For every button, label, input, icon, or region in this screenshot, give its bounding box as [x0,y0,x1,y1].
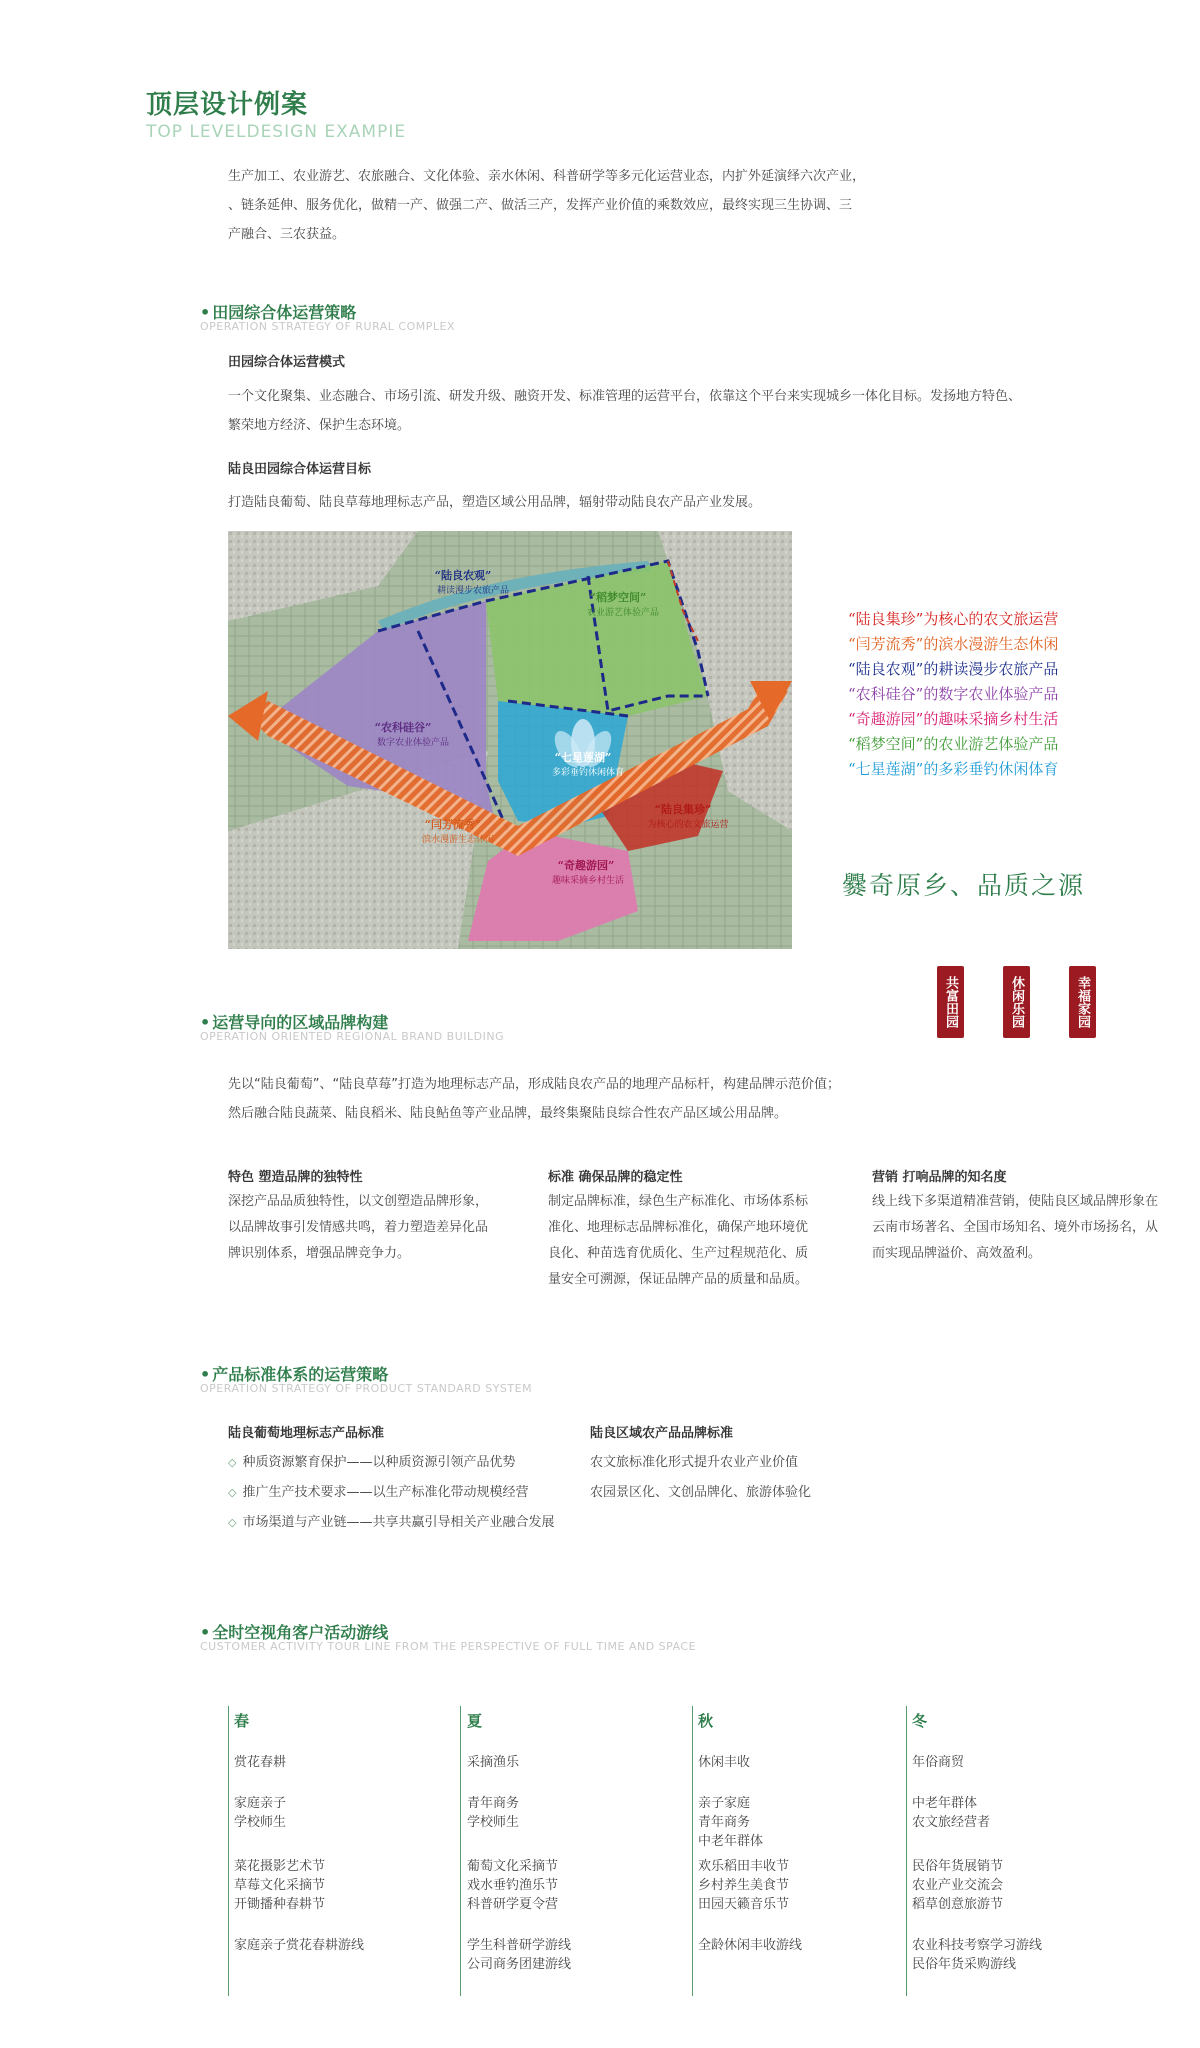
season-divider [228,1706,229,1996]
intro-line: 生产加工、农业游艺、农旅融合、文化体验、亲水休闲、科普研学等多元化运营业态，内扩外延演绎六次产业， [228,169,866,184]
legend-item-text: 的数字农业体验产品 [923,685,1059,703]
season-festivals [467,1857,687,1914]
list-item: 农文旅标准化形式提升农业产业价值 [590,1455,799,1470]
brand-col-line: 云南市场著名、全国市场知名、境外市场扬名，从 [872,1220,1159,1235]
page-subtitle: TOP LEVELDESIGN EXAMPIE [146,122,407,142]
brand-col-line: 准化、地理标志品牌标准化，确保产地环境优 [548,1220,809,1235]
season-theme: 休闲丰收 [698,1755,751,1770]
section-heading-text: 全时空视角客户活动游线 [212,1623,389,1642]
standard-right-list [590,1448,811,1508]
list-item: 农园景区化、文创品牌化、旅游体验化 [590,1485,812,1500]
season-route-item: 家庭亲子赏花春耕游线 [234,1938,365,1953]
intro-line: 产融合、三农获益。 [228,227,346,242]
legend-item-name: “陆良集珍” [848,610,924,628]
diamond-bullet-icon: ◇ [228,1516,237,1529]
season-audience-item: 中老年群体 [912,1796,978,1811]
section-heading-brand: • 运营导向的区域品牌构建 [200,1013,389,1032]
season-festivals [698,1857,918,1914]
seal-xingfu-jiayuan: 幸福家园 [1069,966,1096,1038]
goal-line: 打造陆良葡萄、陆良草莓地理标志产品，塑造区域公用品牌，辐射带动陆良农产品产业发展。 [228,495,762,510]
season-routes [234,1936,454,1955]
legend-item [848,632,1058,657]
seal-xiuxian-leyuan: 休闲乐园 [1003,966,1030,1038]
standard-left-list [228,1448,554,1538]
section-subheading: OPERATION ORIENTED REGIONAL BRAND BUILDING [200,1030,505,1043]
season-festival-item: 戏水垂钓渔乐节 [467,1878,559,1893]
map-legend [848,607,1058,782]
list-item [228,1478,554,1508]
legend-item-text: 为核心的农文旅运营 [923,610,1059,628]
season-route-item: 学生科普研学游线 [467,1938,572,1953]
planning-map-svg [228,531,792,949]
map-label-nongguan: “陆良农观” [434,569,492,582]
map-label-nongke: “农科硅谷” [374,721,432,734]
map-label-qiqu: “奇趣游园” [557,859,615,872]
legend-item-name: “奇趣游园” [848,710,924,728]
season-festival-item: 开锄播种春耕节 [234,1897,326,1912]
season-festival-item: 稻草创意旅游节 [912,1897,1004,1912]
season-festival-item: 田园天籁音乐节 [698,1897,790,1912]
brand-line: 然后融合陆良蔬菜、陆良稻米、陆良鲇鱼等产业品牌，最终集聚陆良综合性农产品区域公用品牌。 [228,1106,788,1121]
map-label-jizhen: “陆良集珍” [654,803,712,816]
list-item [228,1448,554,1478]
planning-map [228,531,792,949]
intro-line: 、链条延伸、服务优化，做精一产、做强二产、做活三产，发挥产业价值的乘数效应，最终实现三生协调、三 [228,198,853,213]
season-festival-item: 菜花摄影艺术节 [234,1859,326,1874]
season-column-autumn [698,1710,918,1955]
map-label-qixing: “七星莲湖” [554,751,612,764]
brand-col-line: 制定品牌标准，绿色生产标准化、市场体系标 [548,1194,809,1209]
season-audience-item: 学校师生 [467,1815,520,1830]
season-theme: 赏花春耕 [234,1755,287,1770]
season-festival-item: 民俗年货展销节 [912,1859,1004,1874]
season-audience-item: 青年商务 [698,1815,751,1830]
season-title: 秋 [698,1712,714,1730]
season-audience [234,1794,454,1832]
map-label-liuxiu: “闫芳流秀” [424,818,482,831]
season-festival-item: 欢乐稻田丰收节 [698,1859,790,1874]
section-subheading: OPERATION STRATEGY OF PRODUCT STANDARD SYSTEM [200,1382,533,1395]
brand-col-line: 量安全可溯源，保证品牌产品的质量和品质。 [548,1272,809,1287]
legend-item-name: “七星莲湖” [848,760,924,778]
season-audience-item: 学校师生 [234,1815,287,1830]
list-item-text: 推广生产技术要求——以生产标准化带动规模经营 [242,1485,529,1500]
season-theme: 采摘渔乐 [467,1755,520,1770]
legend-item-text: 的多彩垂钓休闲体育 [923,760,1059,778]
season-audience [467,1794,687,1832]
brand-col-line: 深挖产品品质独特性，以文创塑造品牌形象， [228,1194,489,1209]
list-item-text: 种质资源繁育保护——以种质资源引领产品优势 [242,1455,516,1470]
brand-col-line: 线上线下多渠道精准营销，使陆良区域品牌形象在 [872,1194,1159,1209]
legend-item [848,607,1058,632]
mode-line: 繁荣地方经济、保护生态环境。 [228,418,411,433]
legend-item [848,657,1058,682]
season-audience-item: 农文旅经营者 [912,1815,991,1830]
page-title: 顶层设计例案 [146,90,309,120]
brand-col-line: 牌识别体系，增强品牌竞争力。 [228,1246,411,1261]
season-festivals [234,1857,454,1914]
brand-col-marketing [872,1166,1192,1267]
season-title: 冬 [912,1712,928,1730]
season-routes [912,1936,1132,1974]
goal-title: 陆良田园综合体运营目标 [228,462,372,477]
brand-col-line: 良化、种苗选育优质化、生产过程规范化、质 [548,1246,809,1261]
season-theme: 年俗商贸 [912,1755,965,1770]
brand-col-title: 特色 塑造品牌的独特性 [228,1170,363,1185]
season-route-item: 农业科技考察学习游线 [912,1938,1043,1953]
map-label-jizhen-desc: 为核心的农文旅运营 [647,820,729,830]
brand-col-title: 营销 打响品牌的知名度 [872,1170,1007,1185]
brand-col-body [228,1189,548,1267]
season-audience [698,1794,918,1851]
brand-col-body [548,1189,868,1293]
section-heading-text: 产品标准体系的运营策略 [212,1365,389,1384]
season-column-spring [234,1710,454,1955]
season-audience-item: 亲子家庭 [698,1796,751,1811]
season-route-item: 全龄休闲丰收游线 [698,1938,803,1953]
brand-col-title: 标准 确保品牌的稳定性 [548,1170,683,1185]
season-festival-item: 葡萄文化采摘节 [467,1859,559,1874]
season-divider [460,1706,461,1996]
brand-col-standard [548,1166,868,1293]
season-route-item: 公司商务团建游线 [467,1957,572,1972]
brand-col-line: 而实现品牌溢价、高效盈利。 [872,1246,1042,1261]
season-audience-item: 青年商务 [467,1796,520,1811]
section-heading-text: 田园综合体运营策略 [212,303,357,322]
legend-item [848,682,1058,707]
section-heading-standard: • 产品标准体系的运营策略 [200,1365,389,1384]
legend-item-text: 的农业游艺体验产品 [923,735,1059,753]
season-column-summer [467,1710,687,1974]
legend-item-text: 的滨水漫游生态休闲 [923,635,1059,653]
map-label-daomeng: “稻梦空间” [589,591,647,604]
season-festivals [912,1857,1132,1914]
brand-col-line: 以品牌故事引发情感共鸣，着力塑造差异化品 [228,1220,489,1235]
legend-item-name: “农科硅谷” [848,685,924,703]
map-label-nongke-desc: 数字农业体验产品 [376,738,450,748]
brand-col-feature [228,1166,548,1267]
mode-line: 一个文化聚集、业态融合、市场引流、研发升级、融资开发、标准管理的运营平台，依靠这个平台来实现城乡一体化目标。发扬地方特色、 [228,389,1022,404]
legend-item-name: “稻梦空间” [848,735,924,753]
section-subheading: CUSTOMER ACTIVITY TOUR LINE FROM THE PERSPECTIVE OF FULL TIME AND SPACE [200,1640,697,1653]
map-label-daomeng-desc: 农业游艺体验产品 [586,608,660,618]
map-label-qiqu-desc: 趣味采摘乡村生活 [551,876,625,886]
season-routes [698,1936,918,1955]
legend-item-name: “闫芳流秀” [848,635,924,653]
brand-line: 先以“陆良葡萄”、“陆良草莓”打造为地理标志产品，形成陆良农产品的地理产品标杆，构建品牌示范价值； [228,1077,840,1092]
legend-item-text: 的趣味采摘乡村生活 [923,710,1059,728]
legend-item [848,732,1058,757]
season-route-item: 民俗年货采购游线 [912,1957,1017,1972]
diamond-bullet-icon: ◇ [228,1456,237,1469]
season-audience [912,1794,1132,1832]
legend-item [848,757,1058,782]
brand-col-body [872,1189,1192,1267]
season-festival-item: 科普研学夏令营 [467,1897,559,1912]
seal-gongfu-tianyuan: 共富田园 [937,966,964,1038]
season-audience-item: 中老年群体 [698,1834,764,1849]
calligraphy-slogan: 爨奇原乡、品质之源 [842,871,1086,900]
brand-paragraph [228,1070,1078,1128]
legend-item-text: 的耕读漫步农旅产品 [923,660,1059,678]
season-title: 夏 [467,1712,483,1730]
diamond-bullet-icon: ◇ [228,1486,237,1499]
section-heading-tour: • 全时空视角客户活动游线 [200,1623,389,1642]
section-subheading: OPERATION STRATEGY OF RURAL COMPLEX [200,320,455,333]
season-festival-item: 乡村养生美食节 [698,1878,790,1893]
season-divider [692,1706,693,1996]
standard-right-title: 陆良区域农产品品牌标准 [590,1426,734,1441]
intro-paragraph [228,162,928,249]
section-heading-rural-complex: • 田园综合体运营策略 [200,303,357,322]
season-audience-item: 家庭亲子 [234,1796,287,1811]
season-routes [467,1936,687,1974]
map-label-qixing-desc: 多彩垂钓休闲体育 [551,768,625,778]
season-title: 春 [234,1712,250,1730]
mode-paragraph [228,382,1128,440]
map-label-nongguan-desc: 耕读漫步农旅产品 [436,586,510,596]
legend-item-name: “陆良农观” [848,660,924,678]
list-item [228,1508,554,1538]
list-item-text: 市场渠道与产业链——共享共赢引导相关产业融合发展 [242,1515,555,1530]
standard-left-title: 陆良葡萄地理标志产品标准 [228,1426,385,1441]
map-label-liuxiu-desc: 滨水漫游生态休闲 [421,835,495,845]
mode-title: 田园综合体运营模式 [228,355,346,370]
season-festival-item: 草莓文化采摘节 [234,1878,326,1893]
season-column-winter [912,1710,1132,1974]
legend-item [848,707,1058,732]
season-festival-item: 农业产业交流会 [912,1878,1004,1893]
section-heading-text: 运营导向的区域品牌构建 [212,1013,389,1032]
